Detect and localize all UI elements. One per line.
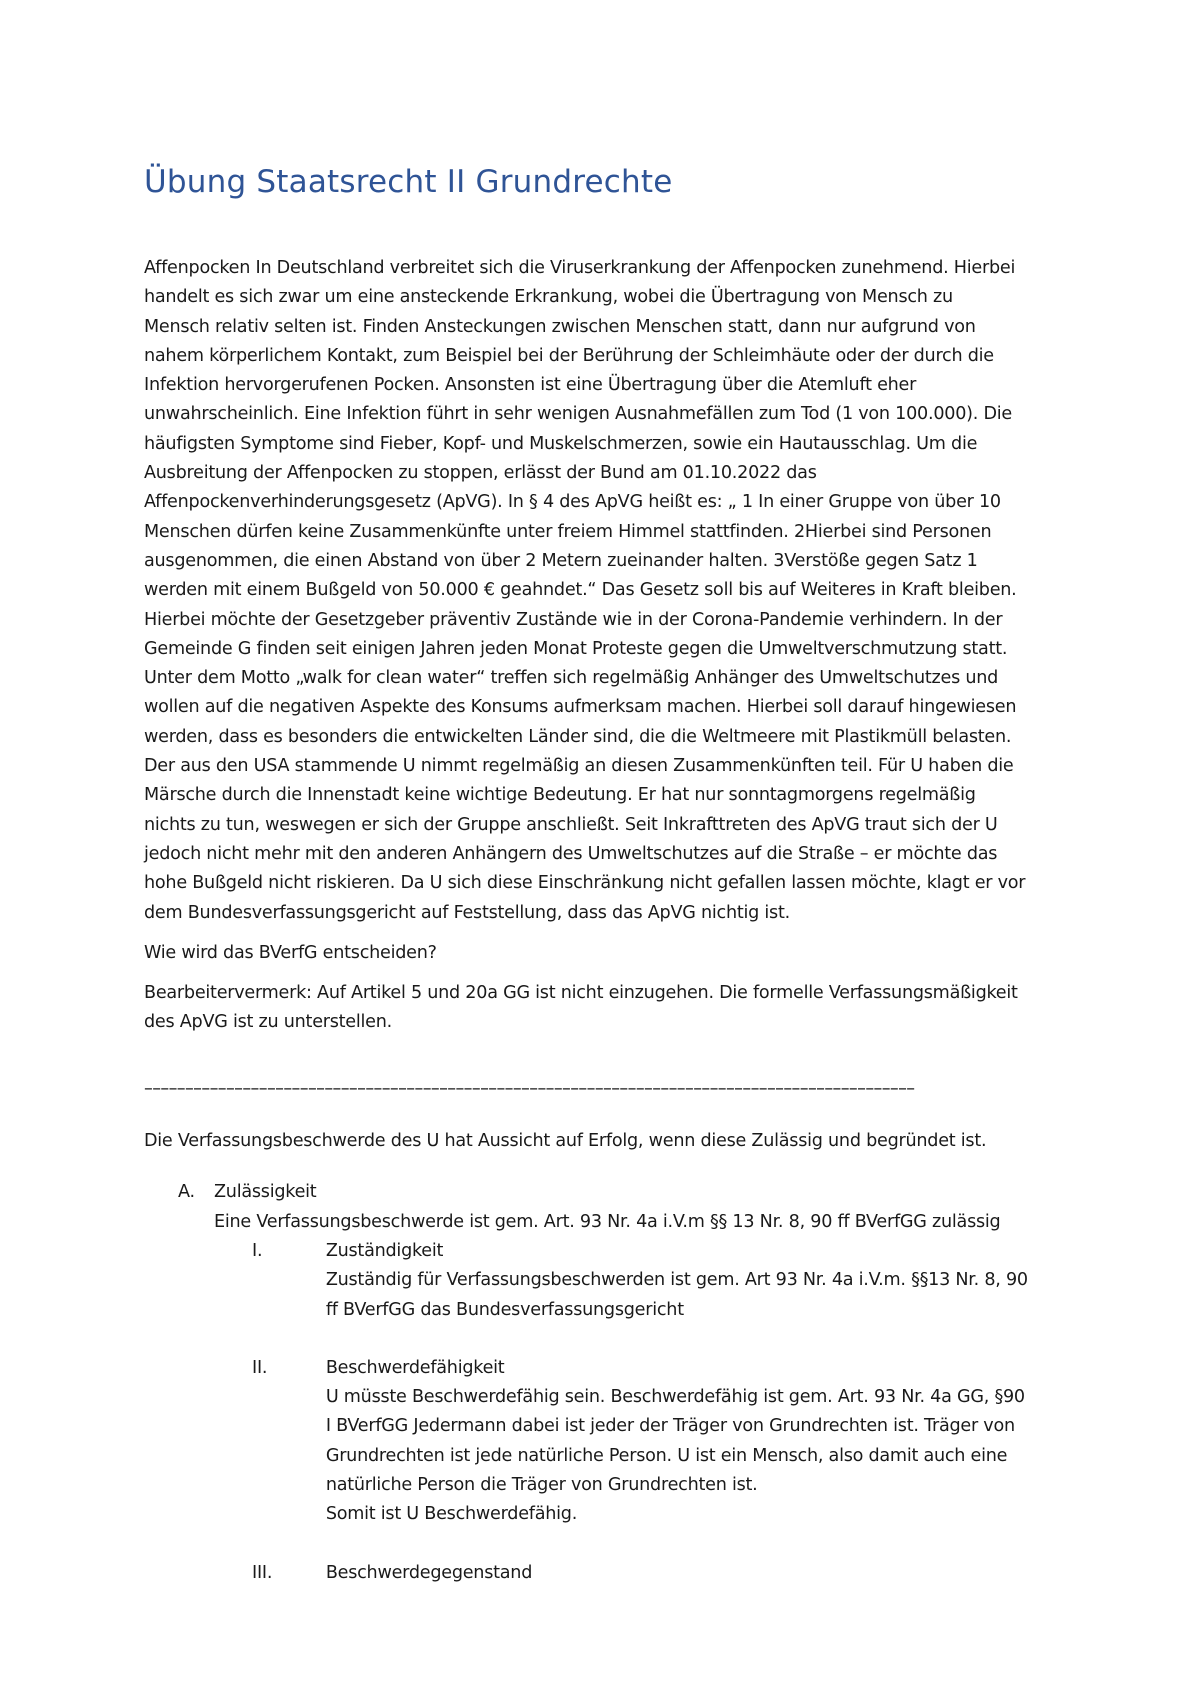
- case-line: Märsche durch die Innenstadt keine wichtige Bedeutung. Er hat nur sonntagmorgens regelmäßig: [144, 785, 976, 806]
- case-line: unwahrscheinlich. Eine Infektion führt in sehr wenigen Ausnahmefällen zum Tod (1 von 100.000). Die: [144, 404, 1012, 425]
- case-line: handelt es sich zwar um eine ansteckende Erkrankung, wobei die Übertragung von Mensch zu: [144, 287, 953, 308]
- section-a-text: Eine Verfassungsbeschwerde ist gem. Art. 93 Nr. 4a i.V.m §§ 13 Nr. 8, 90 ff BVerfGG zulässig: [214, 1211, 1001, 1232]
- editor-note: [144, 979, 1064, 1038]
- document-title: Übung Staatsrecht II Grundrechte: [144, 164, 673, 200]
- case-line: werden, dass es besonders die entwickelten Länder sind, die die Weltmeere mit Plastikmüll belasten.: [144, 726, 1012, 747]
- subsection-line: Zuständig für Verfassungsbeschwerden ist gem. Art 93 Nr. 4a i.V.m. §§13 Nr. 8, 90: [325, 1270, 1028, 1291]
- subsection-line: natürliche Person die Träger von Grundrechten ist.: [325, 1474, 758, 1495]
- case-line: Infektion hervorgerufenen Pocken. Ansonsten ist eine Übertragung über die Atemluft eher: [144, 375, 917, 396]
- case-line: jedoch nicht mehr mit den anderen Anhängern des Umweltschutzes auf die Straße – er möchte das: [144, 843, 998, 864]
- case-line: Ausbreitung der Affenpocken zu stoppen, erlässt der Bund am 01.10.2022 das: [144, 463, 817, 484]
- subsection-line: I BVerfGG Jedermann dabei ist jeder der Träger von Grundrechten ist. Träger von: [325, 1416, 1015, 1437]
- case-line: nahem körperlichem Kontakt, zum Beispiel bei der Berührung der Schleimhäute oder der durch die: [144, 345, 994, 366]
- section-a-heading: Zulässigkeit: [214, 1182, 317, 1203]
- note-line: des ApVG ist zu unterstellen.: [144, 1012, 392, 1033]
- case-line: dem Bundesverfassungsgericht auf Feststellung, dass das ApVG nichtig ist.: [144, 902, 790, 923]
- outline: [144, 1178, 1064, 1588]
- note-line: Bearbeitervermerk: Auf Artikel 5 und 20a GG ist nicht einzugehen. Die formelle Verfassungsmäßigkeit: [144, 983, 1018, 1004]
- subsection-marker: II.: [252, 1357, 268, 1378]
- subsection-marker: III.: [252, 1562, 273, 1583]
- case-line: Menschen dürfen keine Zusammenkünfte unter freiem Himmel stattfinden. 2Hierbei sind Personen: [144, 521, 992, 542]
- subsection-ii: [252, 1354, 1064, 1530]
- subsection-heading: Beschwerdefähigkeit: [325, 1357, 505, 1378]
- case-line: Affenpockenverhinderungsgesetz (ApVG). In § 4 des ApVG heißt es: „ 1 In einer Gruppe von über 10: [144, 492, 1001, 513]
- case-line: Mensch relativ selten ist. Finden Ansteckungen zwischen Menschen statt, dann nur aufgrund von: [144, 316, 976, 337]
- subsection-line: Grundrechten ist jede natürliche Person. U ist ein Mensch, also damit auch eine: [325, 1445, 1008, 1466]
- case-line: hohe Bußgeld nicht riskieren. Da U sich diese Einschränkung nicht gefallen lassen möchte, klagt er vor: [144, 873, 1026, 894]
- subsection-heading: Beschwerdegegenstand: [325, 1562, 533, 1583]
- subsection-i: [252, 1237, 1064, 1325]
- subsection-heading: Zuständigkeit: [325, 1240, 444, 1261]
- case-line: ausgenommen, die einen Abstand von über 2 Metern zueinander halten. 3Verstöße gegen Satz 1: [144, 550, 978, 571]
- case-line: nichts zu tun, weswegen er sich der Gruppe anschließt. Seit Inkrafttreten des ApVG traut sich der U: [144, 814, 998, 835]
- intro-sentence: Die Verfassungsbeschwerde des U hat Aussicht auf Erfolg, wenn diese Zulässig und begründet ist.: [144, 1131, 987, 1152]
- case-line: Unter dem Motto „walk for clean water“ treffen sich regelmäßig Anhänger des Umweltschutzes und: [144, 668, 999, 689]
- case-line: Gemeinde G finden seit einigen Jahren jeden Monat Proteste gegen die Umweltverschmutzung statt.: [144, 638, 1008, 659]
- case-line: Der aus den USA stammende U nimmt regelmäßig an diesen Zusammenkünften teil. Für U haben die: [144, 756, 1014, 777]
- subsection-line: Somit ist U Beschwerdefähig.: [325, 1504, 578, 1525]
- case-line: wollen auf die negativen Aspekte des Konsums aufmerksam machen. Hierbei soll darauf hingewiesen: [144, 697, 1017, 718]
- case-line: werden mit einem Bußgeld von 50.000 € geahndet.“ Das Gesetz soll bis auf Weiteres in Kraft bleiben.: [144, 580, 1017, 601]
- subsection-marker: I.: [252, 1240, 263, 1261]
- subsection-iii: [252, 1559, 1064, 1588]
- case-text: [144, 254, 1064, 928]
- section-a-marker: A.: [178, 1182, 195, 1203]
- case-line: Hierbei möchte der Gesetzgeber präventiv Zustände wie in der Corona-Pandemie verhindern. In der: [144, 609, 1003, 630]
- case-line: Affenpocken In Deutschland verbreitet sich die Viruserkrankung der Affenpocken zunehmend. Hierbei: [144, 258, 1016, 278]
- section-a: [178, 1178, 1064, 1237]
- case-line: häufigsten Symptome sind Fieber, Kopf- und Muskelschmerzen, sowie ein Hautausschlag. Um die: [144, 433, 978, 454]
- document-body: [144, 254, 1064, 1588]
- divider-line: ––––––––––––––––––––––––––––––––––––––––––––––––––––––––––––––––––––––––––––––––––––––––––––––: [144, 1078, 915, 1099]
- subsection-line: ff BVerfGG das Bundesverfassungsgericht: [325, 1299, 684, 1320]
- subsection-line: U müsste Beschwerdefähig sein. Beschwerdefähig ist gem. Art. 93 Nr. 4a GG, §90: [325, 1387, 1025, 1408]
- question: Wie wird das BVerfG entscheiden?: [144, 942, 437, 963]
